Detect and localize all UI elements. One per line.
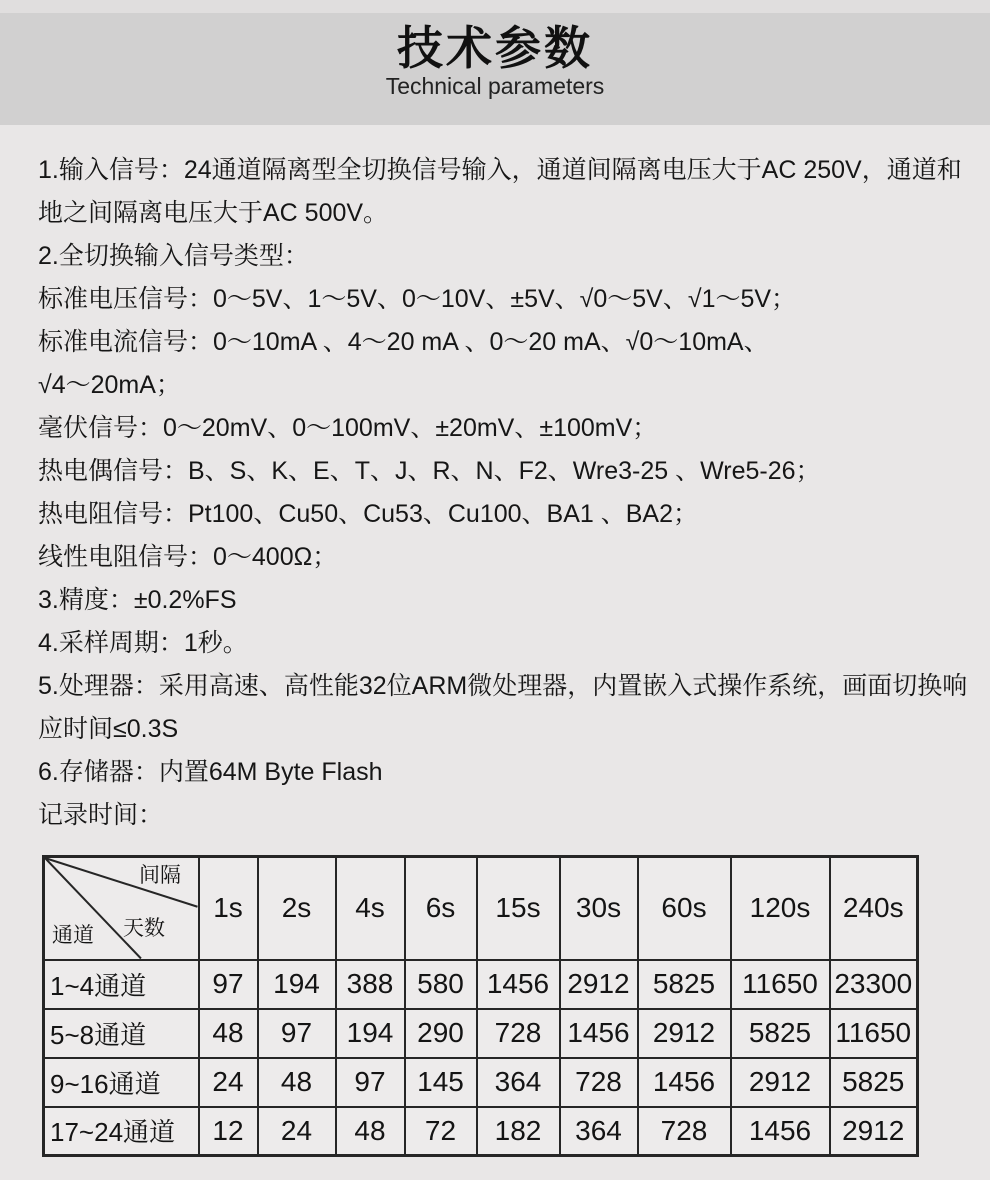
days-count-cell: 145 (405, 1058, 477, 1107)
interval-header-cell: 6s (405, 857, 477, 960)
interval-header-cell: 240s (830, 857, 918, 960)
days-count-cell: 2912 (731, 1058, 830, 1107)
interval-header-cell: 30s (560, 857, 638, 960)
interval-header-cell: 4s (336, 857, 405, 960)
page-subtitle: Technical parameters (385, 73, 605, 100)
channel-cell: 9~16通道 (44, 1058, 199, 1107)
days-count-cell: 48 (199, 1009, 258, 1058)
interval-header-cell: 2s (258, 857, 336, 960)
spec-line: 5.处理器：采用高速、高性能32位ARM微处理器，内置嵌入式操作系统，画面切换响 (38, 672, 968, 700)
top-strip (0, 0, 990, 13)
days-count-cell: 728 (477, 1009, 560, 1058)
spec-line: 标准电压信号：0～5V、1～5V、0～10V、±5V、√0～5V、√1～5V； (38, 285, 797, 313)
days-count-cell: 2912 (560, 960, 638, 1009)
days-count-cell: 97 (199, 960, 258, 1009)
days-count-cell: 728 (638, 1107, 731, 1156)
spec-line: 热电阻信号：Pt100、Cu50、Cu53、Cu100、BA1 、BA2； (38, 500, 698, 528)
days-count-cell: 11650 (731, 960, 830, 1009)
days-count-cell: 97 (258, 1009, 336, 1058)
spec-line: 2.全切换输入信号类型： (38, 242, 309, 270)
interval-header-cell: 1s (199, 857, 258, 960)
days-count-cell: 72 (405, 1107, 477, 1156)
spec-line: 线性电阻信号：0～400Ω； (38, 543, 338, 571)
spec-line: 应时间≤0.3S (38, 715, 179, 743)
spec-line: 记录时间： (38, 801, 164, 829)
days-count-cell: 23300 (830, 960, 918, 1009)
days-count-cell: 1456 (731, 1107, 830, 1156)
table-header-row (44, 857, 918, 960)
interval-header-cell: 60s (638, 857, 731, 960)
spec-text-block (0, 125, 990, 837)
spec-line: √4～20mA； (38, 371, 181, 399)
days-count-cell: 97 (336, 1058, 405, 1107)
days-count-cell: 11650 (830, 1009, 918, 1058)
record-time-table (42, 855, 919, 1157)
spec-line: 3.精度：±0.2%FS (38, 586, 237, 614)
spec-line: 6.存储器：内置64M Byte Flash (38, 758, 383, 786)
diagonal-corner-cell (44, 857, 199, 960)
channel-cell: 1~4通道 (44, 960, 199, 1009)
days-count-cell: 290 (405, 1009, 477, 1058)
days-count-cell: 580 (405, 960, 477, 1009)
days-count-cell: 1456 (638, 1058, 731, 1107)
days-count-cell: 48 (336, 1107, 405, 1156)
days-count-cell: 194 (258, 960, 336, 1009)
title-band (0, 13, 990, 125)
days-count-cell: 24 (258, 1107, 336, 1156)
days-count-cell: 388 (336, 960, 405, 1009)
days-count-cell: 5825 (638, 960, 731, 1009)
corner-channel-label: 通道 (52, 924, 94, 947)
days-count-cell: 364 (477, 1058, 560, 1107)
spec-line: 4.采样周期：1秒。 (38, 629, 248, 657)
days-count-cell: 48 (258, 1058, 336, 1107)
channel-cell: 5~8通道 (44, 1009, 199, 1058)
days-count-cell: 12 (199, 1107, 258, 1156)
interval-header-cell: 15s (477, 857, 560, 960)
interval-header-cell: 120s (731, 857, 830, 960)
page-title: 技术参数 (397, 22, 593, 74)
corner-days-label: 天数 (123, 917, 165, 940)
days-count-cell: 728 (560, 1058, 638, 1107)
table-row (44, 1058, 918, 1107)
days-count-cell: 2912 (830, 1107, 918, 1156)
days-count-cell: 364 (560, 1107, 638, 1156)
days-count-cell: 182 (477, 1107, 560, 1156)
days-count-cell: 1456 (560, 1009, 638, 1058)
corner-interval-label: 间隔 (139, 864, 181, 887)
days-count-cell: 5825 (830, 1058, 918, 1107)
days-count-cell: 24 (199, 1058, 258, 1107)
days-count-cell: 194 (336, 1009, 405, 1058)
days-count-cell: 5825 (731, 1009, 830, 1058)
days-count-cell: 1456 (477, 960, 560, 1009)
spec-line: 1.输入信号：24通道隔离型全切换信号输入，通道间隔离电压大于AC 250V，通道和 (38, 156, 962, 184)
spec-line: 地之间隔离电压大于AC 500V。 (38, 199, 389, 227)
spec-line: 热电偶信号：B、S、K、E、T、J、R、N、F2、Wre3-25 、Wre5-26； (38, 457, 821, 485)
spec-line: 标准电流信号：0～10mA 、4～20 mA 、0～20 mA、√0～10mA、 (38, 328, 769, 356)
days-count-cell: 2912 (638, 1009, 731, 1058)
table-row (44, 960, 918, 1009)
table-row (44, 1009, 918, 1058)
channel-cell: 17~24通道 (44, 1107, 199, 1156)
spec-line: 毫伏信号：0～20mV、0～100mV、±20mV、±100mV； (38, 414, 658, 442)
table-row (44, 1107, 918, 1156)
